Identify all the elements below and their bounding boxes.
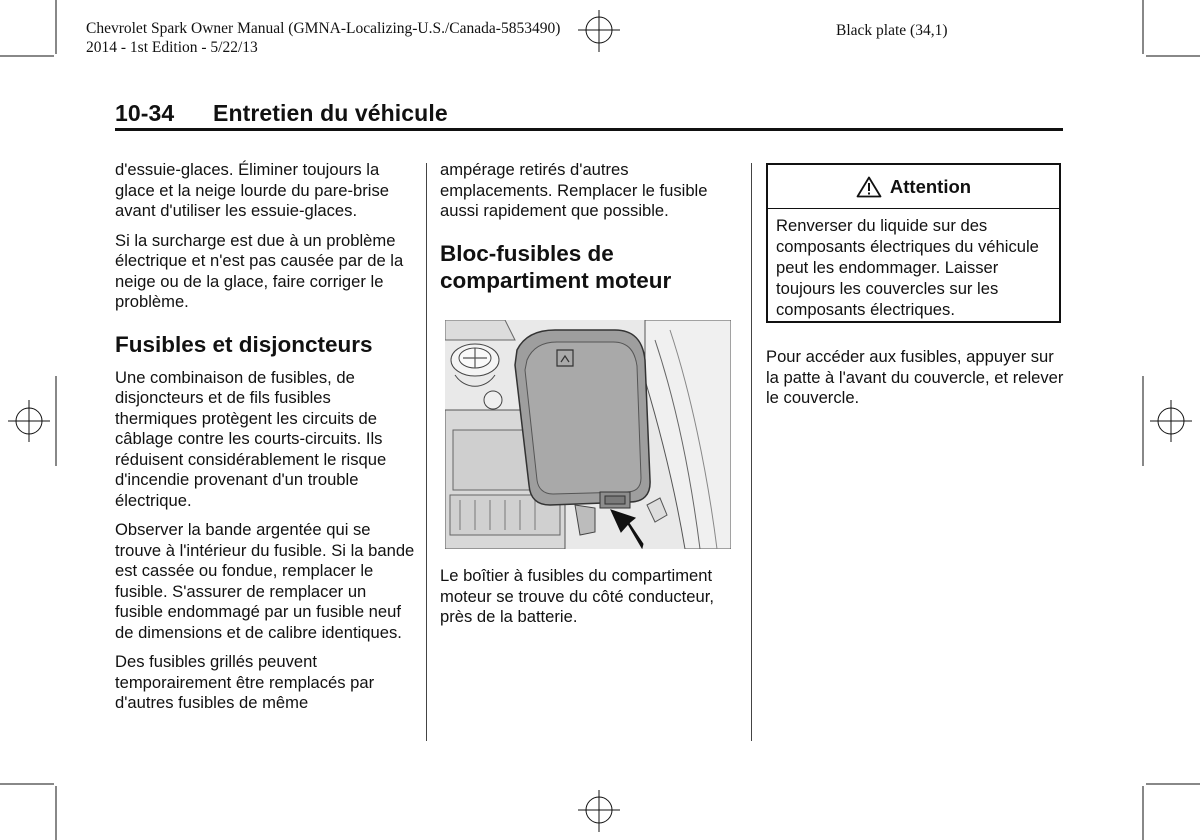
paragraph: d'essuie-glaces. Éliminer toujours la glace et la neige lourde du pare-brise avant d'utiliser les essuie-glaces. — [115, 160, 389, 220]
figure-caption: Le boîtier à fusibles du compartiment moteur se trouve du côté conducteur, près de la batterie. — [440, 566, 714, 626]
paragraph: Pour accéder aux fusibles, appuyer sur la patte à l'avant du couvercle, et relever le couvercle. — [766, 347, 1064, 407]
section-title: Entretien du véhicule — [213, 100, 448, 126]
paragraph: Une combinaison de fusibles, de disjoncteurs et de fils fusibles thermiques protègent les circuits de câblage contre les courts-circuits. Ils réduisent considérablement le risque d'incendie provenant d'un trouble électrique. — [115, 367, 387, 510]
paragraph: Si la surcharge est due à un problème électrique et n'est pas causée par de la neige ou de la glace, faire corriger le problème. — [115, 230, 404, 311]
paragraph: Des fusibles grillés peuvent temporairement être remplacés par d'autres fusibles de même — [115, 652, 375, 712]
print-header-line2: 2014 - 1st Edition - 5/22/13 — [86, 39, 258, 56]
print-header-plate: Black plate (34,1) — [836, 22, 948, 39]
section-heading-engine-fuse-block: Bloc-fusibles de compartiment moteur — [440, 240, 672, 293]
attention-title: Attention — [889, 175, 972, 197]
page-number: 10-34 — [115, 100, 175, 126]
attention-body: Renverser du liquide sur des composants électriques du véhicule peut les endommager. Laisser toujours les couvercles sur les composants électriques. — [776, 216, 1039, 319]
paragraph: ampérage retirés d'autres emplacements. Remplacer le fusible aussi rapidement que possible. — [440, 160, 708, 220]
paragraph: Observer la bande argentée qui se trouve à l'intérieur du fusible. Si la bande est cassée ou fondue, remplacer le fusible. S'assurer de remplacer un fusible endommagé par un fusible neuf de dimensions et de calibre identiques. — [115, 520, 415, 642]
print-header-line1: Chevrolet Spark Owner Manual (GMNA-Localizing-U.S./Canada-5853490) — [86, 20, 561, 37]
section-heading-fuses: Fusibles et disjoncteurs — [115, 331, 373, 357]
